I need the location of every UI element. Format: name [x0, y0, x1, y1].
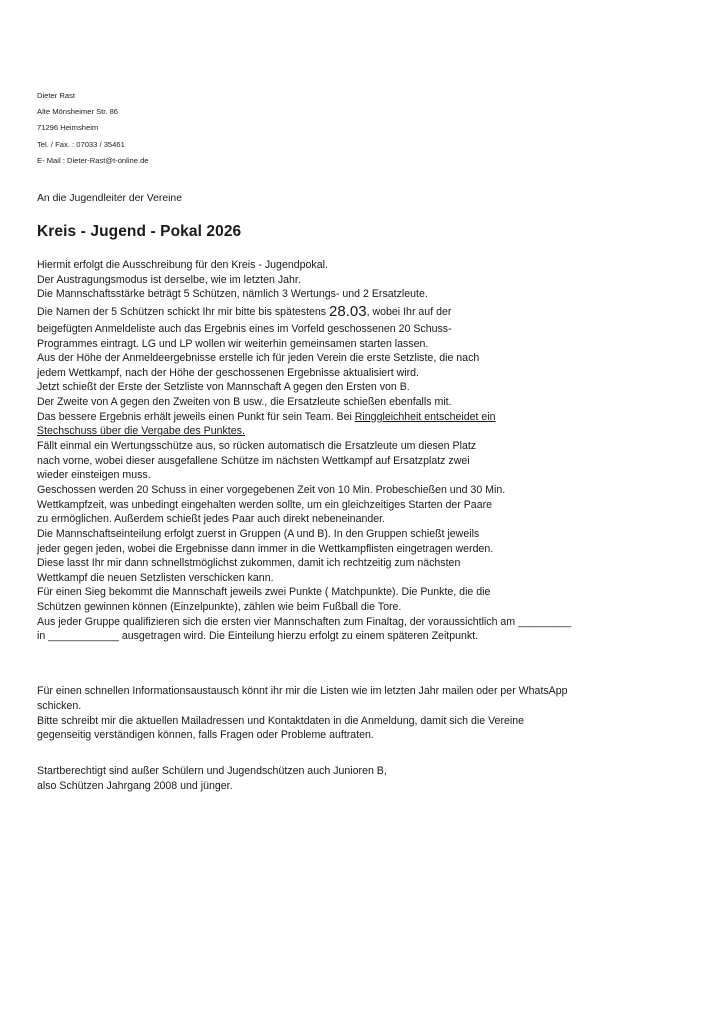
body-line: Der Austragungsmodus ist derselbe, wie im letzten Jahr. — [37, 273, 301, 286]
deadline-date: 28.03 — [329, 302, 367, 320]
body-line: zu ermöglichen. Außerdem schießt jedes Paar auch direkt nebeneinander. — [37, 513, 386, 526]
info-line: Bitte schreibt mir die aktuellen Mailadressen und Kontaktdaten in die Anmeldung, damit sich die Vereine — [37, 714, 525, 727]
tiebreak-underlined: Ringgleichheit entscheidet ein — [354, 410, 496, 423]
body-line-tiebreak — [37, 410, 571, 425]
body-line: Jetzt schießt der Erste der Setzliste von Mannschaft A gegen den Ersten von B. — [37, 381, 410, 394]
body-line: Schützen gewinnen können (Einzelpunkte), zählen wie beim Fußball die Tore. — [37, 601, 402, 614]
info-line: gegenseitig verständigen können, falls Fragen oder Probleme auftraten. — [37, 729, 374, 742]
eligibility-line: Startberechtigt sind außer Schülern und Jugendschützen auch Junioren B, — [37, 765, 387, 778]
announcement-body — [37, 258, 571, 644]
document-title: Kreis - Jugend - Pokal 2026 — [37, 223, 242, 240]
body-line: wieder einsteigen muss. — [37, 469, 151, 482]
body-line: Diese lasst Ihr mir dann schnellstmöglichst zukommen, damit ich rechtzeitig zum nächsten — [37, 557, 461, 570]
body-line: Wettkampfzeit, was unbedingt eingehalten werden sollte, um ein gleichzeitiges Starten der Paare — [37, 498, 493, 511]
body-line: beigefügten Anmeldeliste auch das Ergebnis eines im Vorfeld geschossenen 20 Schuss- — [37, 322, 452, 335]
spacer — [37, 743, 568, 764]
body-line: Geschossen werden 20 Schuss in einer vorgegebenen Zeit von 10 Min. Probeschießen und 30 Min. — [37, 483, 506, 496]
body-line: jedem Wettkampf, nach der Höhe der geschossenen Ergebnisse aktualisiert wird. — [37, 366, 419, 379]
sender-street: Alte Mönsheimer Str. 86 — [37, 107, 119, 117]
body-line-tiebreak-continued — [37, 424, 571, 439]
info-section — [37, 684, 568, 794]
recipient-line: An die Jugendleiter der Vereine — [37, 193, 182, 204]
body-line: Die Mannschaftseinteilung erfolgt zuerst in Gruppen (A und B). In den Gruppen schießt jeweils — [37, 527, 480, 540]
body-line: Aus jeder Gruppe qualifizieren sich die ersten vier Mannschaften zum Finaltag, der voraussichtlich am _________ — [37, 615, 572, 628]
body-line: Fällt einmal ein Wertungsschütze aus, so rücken automatisch die Ersatzleute um diesen Platz — [37, 440, 477, 453]
body-line: nach vorne, wobei dieser ausgefallene Schütze im nächsten Wettkampf auf Ersatzplatz zwei — [37, 454, 470, 467]
body-line: Aus der Höhe der Anmeldeergebnisse erstelle ich für jeden Verein die erste Setzliste, die nach — [37, 352, 480, 365]
eligibility-line: also Schützen Jahrgang 2008 und jünger. — [37, 779, 233, 792]
tiebreak-text: Das bessere Ergebnis erhält jeweils einen Punkt für sein Team. Bei — [37, 410, 355, 423]
sender-email: E- Mail : Dieter-Rast@t-online.de — [37, 155, 149, 165]
deadline-text-after: , wobei Ihr auf der — [366, 305, 452, 318]
body-line: Für einen Sieg bekommt die Mannschaft jeweils zwei Punkte ( Matchpunkte). Die Punkte, die die — [37, 586, 491, 599]
sender-name: Dieter Rast — [37, 91, 75, 100]
info-line: Für einen schnellen Informationsaustausch könnt ihr mir die Listen wie im letzten Jahr mailen oder per WhatsApp — [37, 685, 568, 697]
body-line: jeder gegen jeden, wobei die Ergebnisse dann immer in die Wettkampflisten eingetragen werden. — [37, 542, 494, 555]
sender-city: 71296 Heimsheim — [37, 123, 99, 133]
info-line: schicken. — [37, 699, 82, 712]
body-line: Der Zweite von A gegen den Zweiten von B usw., die Ersatzleute schießen ebenfalls mit. — [37, 396, 452, 409]
body-line: Die Mannschaftsstärke beträgt 5 Schützen, nämlich 3 Wertungs- und 2 Ersatzleute. — [37, 288, 428, 301]
sender-address-block — [37, 88, 149, 169]
sender-phone: Tel. / Fax. : 07033 / 35461 — [37, 139, 125, 149]
body-line: Wettkampf die neuen Setzlisten verschicken kann. — [37, 571, 274, 584]
deadline-text-before: Die Namen der 5 Schützen schickt Ihr mir bitte bis spätestens — [37, 305, 330, 318]
tiebreak-underlined-continued: Stechschuss über die Vergabe des Punktes. — [37, 425, 245, 438]
body-line: Hiermit erfolgt die Ausschreibung für den Kreis - Jugendpokal. — [37, 259, 328, 271]
body-line-deadline — [37, 302, 571, 322]
body-line: in ____________ ausgetragen wird. Die Einteilung hierzu erfolgt zu einem späteren Zeitpunkt. — [37, 630, 479, 643]
body-line: Programmes eintragt. LG und LP wollen wir weiterhin gemeinsamen starten lassen. — [37, 337, 429, 350]
